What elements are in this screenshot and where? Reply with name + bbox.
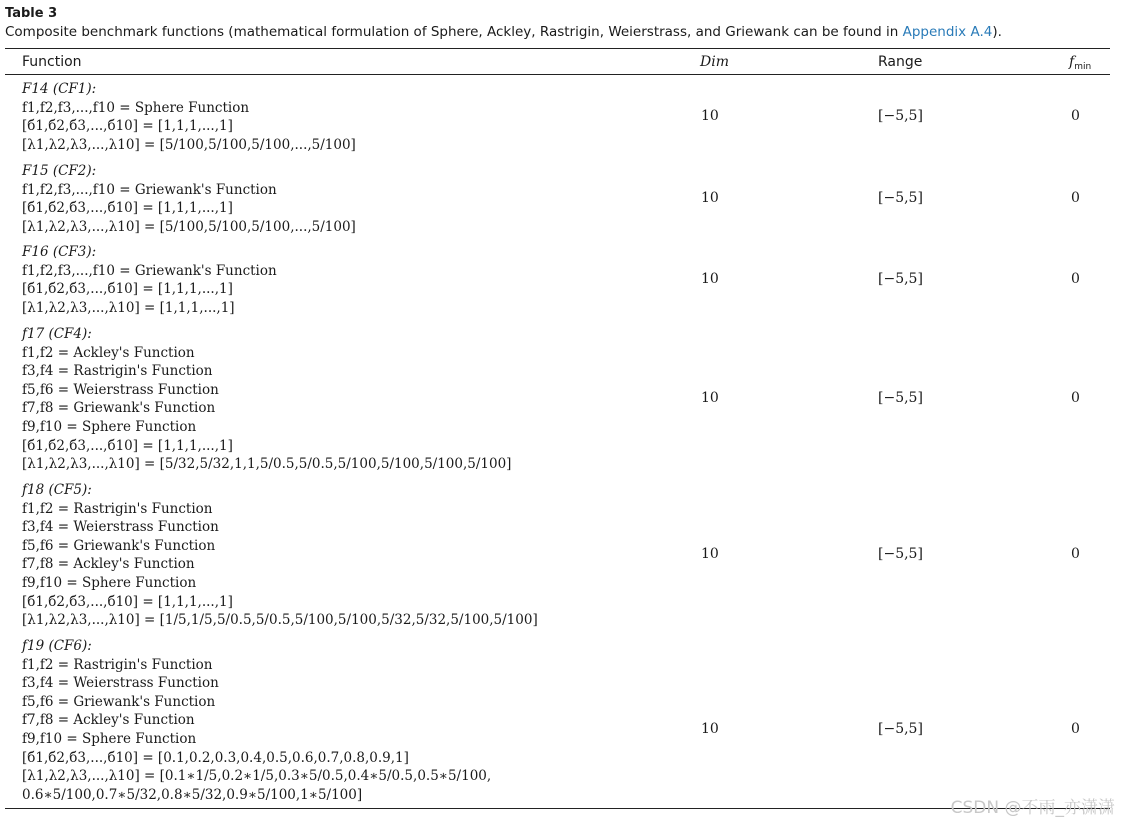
table-row	[22, 637, 491, 804]
function-definition-line: f1,f2,f3,...,f10 = Griewank's Function	[22, 262, 277, 279]
appendix-link[interactable]: Appendix A.4	[902, 24, 993, 40]
table-title: Table 3	[5, 6, 58, 21]
caption-tail: ).	[992, 24, 1002, 40]
table-row	[22, 80, 356, 154]
dim-value: 10	[701, 546, 719, 563]
header-fmin	[1069, 54, 1091, 72]
caption-text	[5, 23, 1002, 41]
header-range: Range	[878, 54, 923, 70]
fmin-sub: min	[1074, 62, 1092, 72]
function-definition-line: f7,f8 = Ackley's Function	[22, 556, 195, 573]
function-definition-line: f3,f4 = Rastrigin's Function	[22, 363, 213, 380]
function-definition-line: [б1,б2,б3,...,б10] = [1,1,1,...,1]	[22, 281, 233, 298]
dim-value: 10	[701, 108, 719, 125]
function-definition-line: f5,f6 = Griewank's Function	[22, 693, 216, 710]
function-definition-line: [λ1,λ2,λ3,...,λ10] = [5/100,5/100,5/100,...,5/100]	[22, 136, 356, 153]
function-definition-line: [λ1,λ2,λ3,...,λ10] = [1/5,1/5,5/0.5,5/0.5,5/100,5/100,5/32,5/32,5/100,5/100]	[22, 612, 538, 629]
function-name: F14 (CF1):	[22, 81, 97, 97]
function-definition-line: [λ1,λ2,λ3,...,λ10] = [1,1,1,...,1]	[22, 299, 235, 316]
function-name: f18 (CF5):	[22, 482, 92, 498]
header-function: Function	[22, 54, 82, 70]
function-definition-line: [б1,б2,б3,...,б10] = [0.1,0.2,0.3,0.4,0.5,0.6,0.7,0.8,0.9,1]	[22, 749, 409, 766]
function-definition-line: [б1,б2,б3,...,б10] = [1,1,1,...,1]	[22, 437, 233, 454]
function-definition-line: [б1,б2,б3,...,б10] = [1,1,1,...,1]	[22, 118, 233, 135]
header-dim-label: Dim	[700, 54, 729, 70]
fmin-value: 0	[1071, 390, 1080, 407]
function-definition-line: [λ1,λ2,λ3,...,λ10] = [5/32,5/32,1,1,5/0.5,5/0.5,5/100,5/100,5/100,5/100]	[22, 456, 512, 473]
range-value: [−5,5]	[878, 546, 923, 563]
range-value: [−5,5]	[878, 190, 923, 207]
range-value: [−5,5]	[878, 108, 923, 125]
watermark: CSDN @不雨_亦潇潇	[950, 798, 1115, 818]
fmin-value: 0	[1071, 546, 1080, 563]
function-definition-line: [б1,б2,б3,...,б10] = [1,1,1,...,1]	[22, 200, 233, 217]
function-definition-line: f1,f2 = Rastrigin's Function	[22, 500, 213, 517]
function-definition-line: f9,f10 = Sphere Function	[22, 574, 197, 591]
table-row	[22, 243, 277, 317]
function-definition-line: f5,f6 = Griewank's Function	[22, 537, 216, 554]
function-definition-line: f5,f6 = Weierstrass Function	[22, 381, 219, 398]
dim-value: 10	[701, 390, 719, 407]
header-rule	[5, 74, 1110, 75]
function-name: f19 (CF6):	[22, 638, 92, 654]
fmin-base: f	[1069, 54, 1075, 70]
top-rule	[5, 48, 1110, 49]
bottom-rule	[5, 808, 1110, 809]
function-definition-line: f3,f4 = Weierstrass Function	[22, 519, 219, 536]
table-caption	[5, 5, 1002, 41]
function-definition-line: f9,f10 = Sphere Function	[22, 730, 197, 747]
function-definition-line: [б1,б2,б3,...,б10] = [1,1,1,...,1]	[22, 593, 233, 610]
table-row	[22, 325, 511, 474]
fmin-value: 0	[1071, 271, 1080, 288]
header-dim	[700, 54, 729, 70]
function-definition-line: f9,f10 = Sphere Function	[22, 418, 197, 435]
function-name: F15 (CF2):	[22, 163, 97, 179]
function-name: f17 (CF4):	[22, 326, 92, 342]
function-definition-line: f1,f2,f3,...,f10 = Griewank's Function	[22, 181, 277, 198]
dim-value: 10	[701, 190, 719, 207]
caption-body: Composite benchmark functions (mathematical formulation of Sphere, Ackley, Rastrigin, Weierstrass, and Griewank can be found in	[5, 24, 903, 40]
dim-value: 10	[701, 271, 719, 288]
function-definition-line: f1,f2 = Rastrigin's Function	[22, 656, 213, 673]
dim-value: 10	[701, 720, 719, 737]
function-definition-line: 0.6∗5/100,0.7∗5/32,0.8∗5/32,0.9∗5/100,1∗5/100]	[22, 786, 363, 803]
function-definition-line: f3,f4 = Weierstrass Function	[22, 675, 219, 692]
function-definition-line: [λ1,λ2,λ3,...,λ10] = [0.1∗1/5,0.2∗1/5,0.3∗5/0.5,0.4∗5/0.5,0.5∗5/100,	[22, 768, 492, 785]
function-name: F16 (CF3):	[22, 244, 97, 260]
fmin-value: 0	[1071, 190, 1080, 207]
fmin-value: 0	[1071, 720, 1080, 737]
function-definition-line: f7,f8 = Griewank's Function	[22, 400, 216, 417]
fmin-value: 0	[1071, 108, 1080, 125]
function-definition-line: f7,f8 = Ackley's Function	[22, 712, 195, 729]
table-row	[22, 162, 356, 236]
range-value: [−5,5]	[878, 390, 923, 407]
range-value: [−5,5]	[878, 271, 923, 288]
table-row	[22, 481, 538, 630]
function-definition-line: f1,f2,f3,...,f10 = Sphere Function	[22, 99, 250, 116]
function-definition-line: f1,f2 = Ackley's Function	[22, 344, 195, 361]
function-definition-line: [λ1,λ2,λ3,...,λ10] = [5/100,5/100,5/100,...,5/100]	[22, 218, 356, 235]
range-value: [−5,5]	[878, 720, 923, 737]
